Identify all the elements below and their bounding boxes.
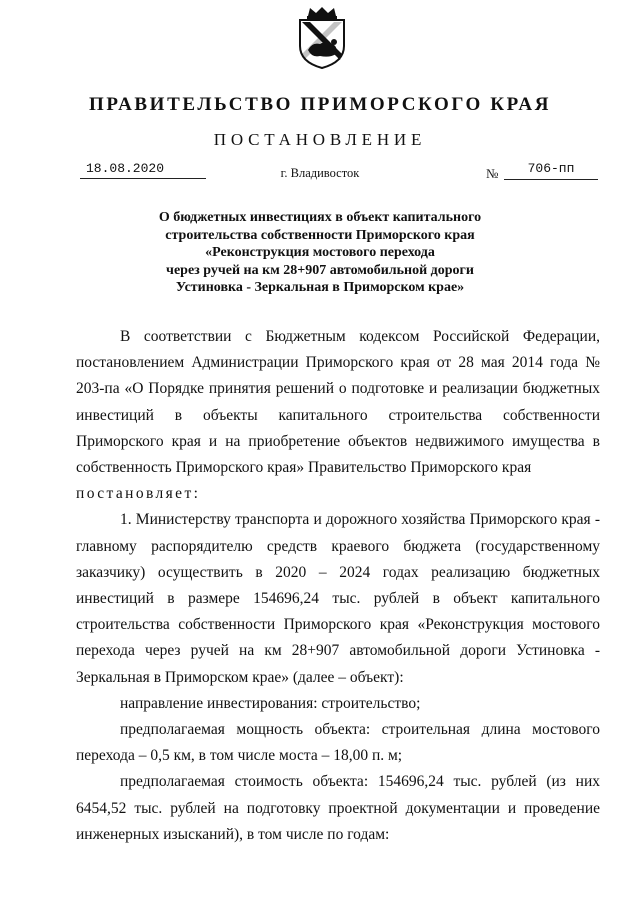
item-1-paragraph: 1. Министерству транспорта и дорожного хозяйства Приморского края - главному распорядителю средств краевого бюджета (государственному заказчику) осуществить в 2020 – 2024 годах реализацию бюджетных инвестиций в размере 154696,24 тыс. рублей в объект капитального строительства собственности Приморского края «Реконструкция мостового перехода через ручей на км 28+907 автомобильной дороги Устиновка - Зеркальная в Приморском крае» (далее – объект):	[76, 511, 600, 686]
subject-line: через ручей на км 28+907 автомобильной дороги	[166, 262, 474, 278]
coat-of-arms-icon	[296, 6, 348, 70]
object-capacity: предполагаемая мощность объекта: строительная длина мостового перехода – 0,5 км, в том числе моста – 18,00 п. м;	[76, 721, 600, 765]
subject-line: «Реконструкция мостового перехода	[205, 245, 435, 260]
document-type: ПОСТАНОВЛЕНИЕ	[213, 130, 427, 149]
document-date: 18.08.2020	[80, 161, 206, 179]
government-title: ПРАВИТЕЛЬСТВО ПРИМОРСКОГО КРАЯ	[88, 94, 552, 115]
subject-line: О бюджетных инвестициях в объект капитального	[158, 210, 482, 225]
subject-line: строительства собственности Приморского края	[165, 227, 475, 243]
number-sign: №	[486, 166, 499, 181]
document-number: 706-пп	[504, 161, 598, 180]
document-subject	[140, 209, 500, 297]
preamble-paragraph: В соответствии с Бюджетным кодексом Российской Федерации, постановлением Администрации Приморского края от 28 мая 2014 года № 203-па «О Порядке принятия решений о подготовке и реализации бюджетных инвестиций в объекты капитального строительства собственности Приморского края и на приобретение объектов недвижимого имущества в собственность Приморского края» Правительство Приморского края	[76, 328, 600, 477]
resolves-word: постановляет:	[76, 485, 201, 503]
investment-direction: направление инвестирования: строительство;	[120, 694, 421, 712]
object-cost: предполагаемая стоимость объекта: 154696,24 тыс. рублей (из них 6454,52 тыс. рублей на подготовку проектной документации и проведение инженерных изысканий), в том числе по годам:	[76, 773, 600, 843]
document-city: г. Владивосток	[280, 166, 360, 180]
document-body	[76, 324, 600, 848]
subject-line: Устиновка - Зеркальная в Приморском крае»	[175, 280, 465, 295]
